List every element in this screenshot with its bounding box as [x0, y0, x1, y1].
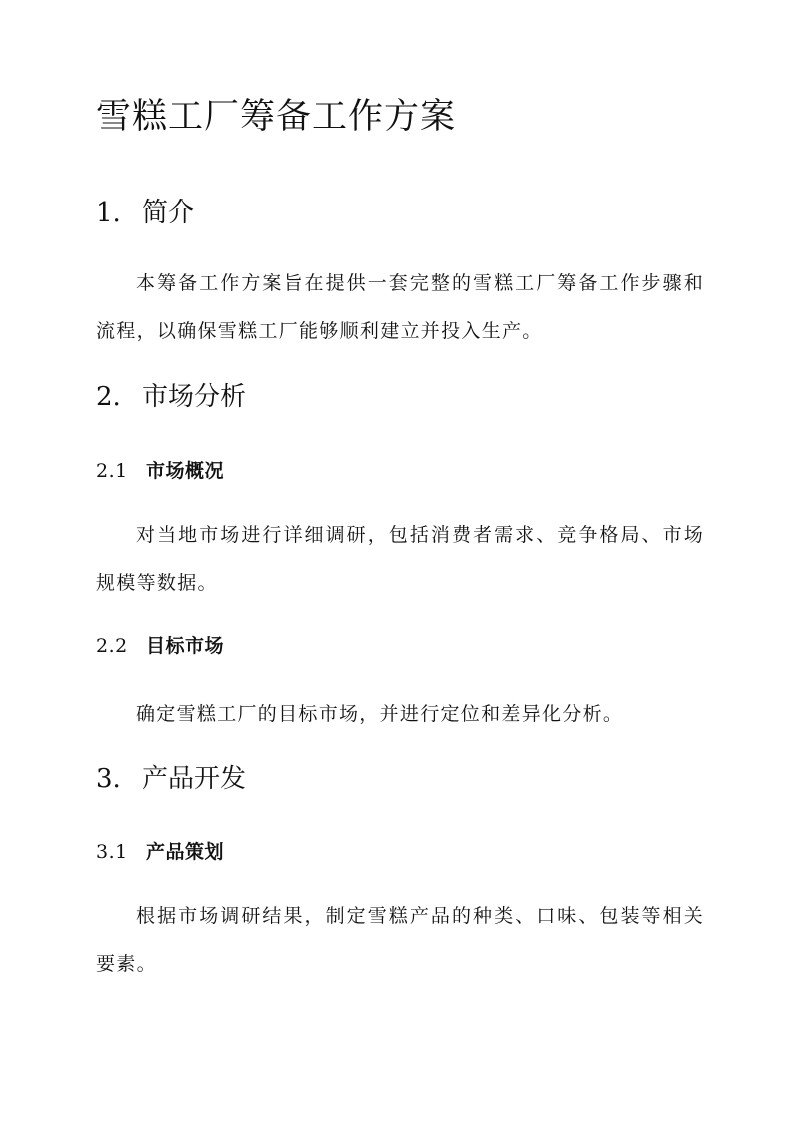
subsection-3-1-paragraph: 根据市场调研结果，制定雪糕产品的种类、口味、包装等相关要素。	[96, 905, 704, 975]
subsection-number: 2.1	[96, 460, 128, 482]
subsection-number: 3.1	[96, 841, 128, 863]
subsection-heading-3-1	[96, 839, 224, 865]
document-title: 雪糕工厂筹备工作方案	[96, 97, 457, 137]
subsection-number: 2.2	[96, 635, 128, 657]
section-title: 产品开发	[142, 764, 247, 794]
subsection-heading-2-2	[96, 633, 224, 659]
subsection-heading-2-1	[96, 458, 224, 484]
section-heading-2	[96, 380, 246, 414]
section-number: 2.	[96, 382, 121, 412]
section-number: 1.	[96, 198, 121, 228]
section-title: 市场分析	[142, 382, 247, 412]
subsection-title: 市场概况	[146, 460, 225, 482]
subsection-title: 目标市场	[146, 635, 225, 657]
subsection-2-1-paragraph: 对当地市场进行详细调研，包括消费者需求、竞争格局、市场规模等数据。	[96, 524, 704, 594]
subsection-title: 产品策划	[146, 841, 225, 863]
subsection-2-2-paragraph: 确定雪糕工厂的目标市场，并进行定位和差异化分析。	[136, 703, 624, 725]
section-number: 3.	[96, 764, 121, 794]
section-heading-3	[96, 762, 246, 796]
section-title: 简介	[142, 198, 195, 228]
section-1-paragraph: 本筹备工作方案旨在提供一套完整的雪糕工厂筹备工作步骤和流程，以确保雪糕工厂能够顺利建立并投入生产。	[96, 272, 704, 342]
section-heading-1	[96, 196, 194, 230]
